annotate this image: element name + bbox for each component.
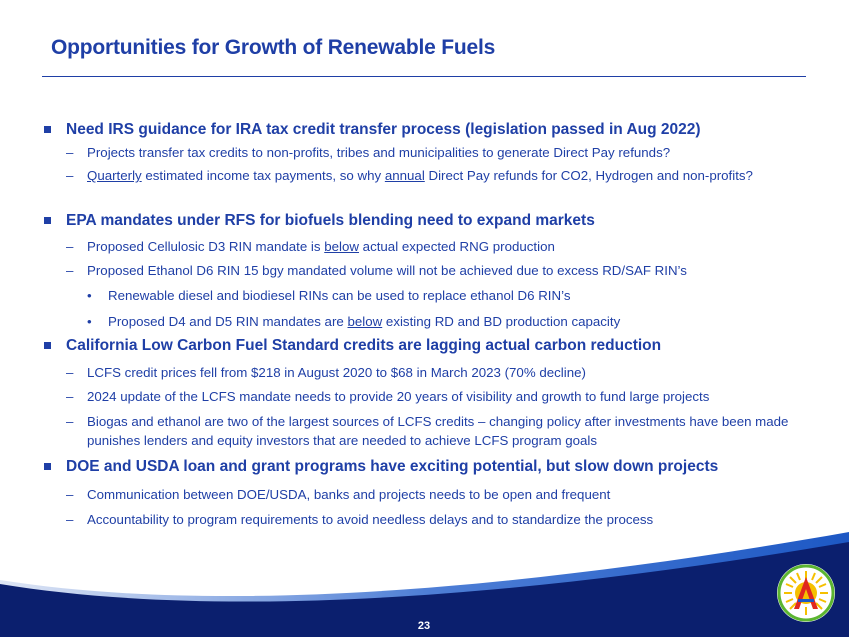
dot-bullet-text: Proposed D4 and D5 RIN mandates are <box>108 314 348 329</box>
dot-bullet-icon: • <box>87 288 92 303</box>
bullet-heading-text: Need IRS guidance for IRA tax credit transfer process (legislation passed in Aug 2022) <box>66 121 701 138</box>
bullet-heading <box>66 337 661 355</box>
sub-bullet <box>66 363 807 382</box>
page-number: 23 <box>417 620 431 632</box>
square-bullet-icon <box>44 217 51 224</box>
sub-bullet <box>66 237 807 256</box>
sub-bullet-text: Proposed Cellulosic D3 RIN mandate is <box>87 239 325 254</box>
sub-bullet-text: Proposed Ethanol D6 RIN 15 bgy mandated volume will not be achieved due to excess RD/SAF RIN’s <box>87 263 687 278</box>
sub-bullet <box>66 412 807 450</box>
dash-bullet-icon: – <box>66 414 74 429</box>
sub-bullet-text: Accountability to program requirements to avoid needless delays and to standardize the process <box>87 512 654 527</box>
underlined-word: below <box>347 314 383 329</box>
sub-bullet-text: LCFS credit prices fell from $218 in August 2020 to $68 in March 2023 (70% decline) <box>87 365 586 380</box>
bullet-heading <box>66 212 595 230</box>
sub-bullet-text: estimated income tax payments, so why <box>141 168 385 183</box>
sub-bullet <box>66 143 807 162</box>
dash-bullet-icon: – <box>66 389 74 404</box>
dot-bullet-icon: • <box>87 314 92 329</box>
dot-bullet <box>87 312 621 331</box>
sub-bullet-text: actual expected RNG production <box>358 239 555 254</box>
dot-bullet-text: existing RD and BD production capacity <box>382 314 621 329</box>
dash-bullet-icon: – <box>66 239 74 254</box>
bullet-heading-text: DOE and USDA loan and grant programs have exciting potential, but slow down projects <box>66 458 719 475</box>
bullet-heading-text: California Low Carbon Fuel Standard credits are lagging actual carbon reduction <box>66 337 662 354</box>
sub-bullet-text: Direct Pay refunds for CO2, Hydrogen and non-profits? <box>424 168 753 183</box>
sunburst-logo-icon <box>776 563 836 623</box>
underlined-word: below <box>324 239 359 254</box>
dash-bullet-icon: – <box>66 168 74 183</box>
slide-title: Opportunities for Growth of Renewable Fuels <box>51 36 496 59</box>
sub-bullet <box>66 261 807 280</box>
dot-bullet-text: Renewable diesel and biodiesel RINs can be used to replace ethanol D6 RIN’s <box>108 288 571 303</box>
square-bullet-icon <box>44 342 51 349</box>
dash-bullet-icon: – <box>66 487 74 502</box>
sub-bullet-text: Projects transfer tax credits to non-profits, tribes and municipalities to generate Direct Pay refunds? <box>87 145 671 160</box>
bullet-heading <box>66 121 701 139</box>
bullet-heading-text: EPA mandates under RFS for biofuels blending need to expand markets <box>66 212 595 229</box>
dash-bullet-icon: – <box>66 263 74 278</box>
dot-bullet <box>87 286 571 305</box>
sub-bullet <box>66 485 807 504</box>
bullet-heading <box>66 458 718 476</box>
sub-bullet <box>66 387 807 406</box>
sub-bullet <box>66 166 807 185</box>
dash-bullet-icon: – <box>66 365 74 380</box>
underlined-word: annual <box>384 168 425 183</box>
square-bullet-icon <box>44 126 51 133</box>
underlined-word: Quarterly <box>87 168 142 183</box>
sub-bullet-text: Communication between DOE/USDA, banks and projects needs to be open and frequent <box>87 487 611 502</box>
sub-bullet-text: Biogas and ethanol are two of the largest sources of LCFS credits – changing policy after investments have been made punishes lenders and equity investors that are needed to achieve LCFS program goals <box>87 414 789 448</box>
square-bullet-icon <box>44 463 51 470</box>
title-divider <box>42 76 806 77</box>
sub-bullet-text: 2024 update of the LCFS mandate needs to provide 20 years of visibility and growth to fund large projects <box>87 389 710 404</box>
dash-bullet-icon: – <box>66 512 74 527</box>
dash-bullet-icon: – <box>66 145 74 160</box>
